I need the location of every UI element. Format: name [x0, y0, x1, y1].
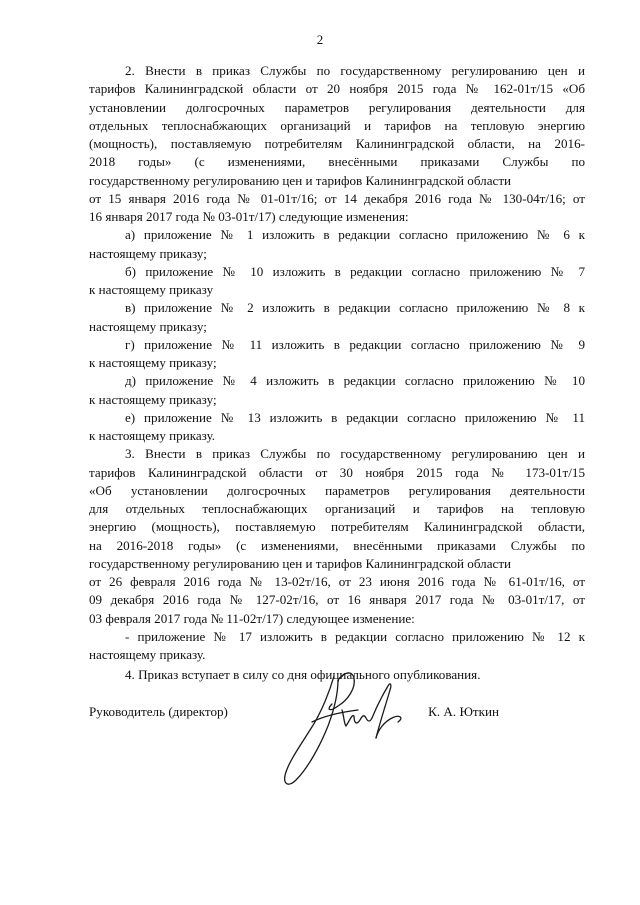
text-line: установлении долгосрочных параметров регулирования деятельности для	[89, 99, 585, 115]
text-line: на 2016-2018 годы» (с изменениями, внесёнными приказами Службы по	[89, 537, 585, 553]
change-item-g	[89, 336, 585, 373]
text-line: в) приложение № 2 изложить в редакции согласно приложению № 8 к	[125, 300, 585, 316]
page-number: 2	[316, 32, 324, 47]
paragraph-2	[89, 62, 585, 226]
change-item-v	[89, 299, 585, 336]
paragraph-3	[89, 445, 585, 628]
text-line: 09 декабря 2016 года № 127-02т/16, от 16 января 2017 года № 03-01т/17, от	[89, 592, 585, 608]
text-line: - приложение № 17 изложить в редакции согласно приложению № 12 к	[125, 628, 585, 644]
text-line: д) приложение № 4 изложить в редакции согласно приложению № 10	[125, 373, 585, 389]
text-line: к настоящему приказу.	[89, 428, 216, 443]
text-line: государственному регулированию цен и тарифов Калининградской области	[89, 555, 512, 571]
text-line: тарифов Калининградской области от 20 ноября 2015 года № 162-01т/15 «Об	[89, 81, 585, 97]
text-line: б) приложение № 10 изложить в редакции согласно приложению № 7	[125, 263, 585, 279]
text-line: настоящему приказу.	[89, 647, 206, 662]
text-line: государственному регулированию цен и тарифов Калининградской области	[89, 172, 512, 188]
paragraph-3-item	[89, 628, 585, 665]
text-line: к настоящему приказу;	[89, 391, 217, 407]
signatory-position: Руководитель (директор)	[89, 704, 228, 719]
text-line: к настоящему приказу;	[89, 355, 217, 370]
change-item-a	[89, 226, 585, 263]
text-line: 4. Приказ вступает в силу со дня официального опубликования.	[125, 667, 481, 683]
handwritten-signature	[272, 660, 422, 800]
text-line: 2018 годы» (с изменениями, внесёнными приказами Службы по	[89, 154, 585, 170]
text-line: отдельных теплоснабжающих организаций и тарифов на тепловую энергию	[89, 117, 585, 133]
change-item-d	[89, 372, 585, 409]
text-line: тарифов Калининградской области от 30 ноября 2015 года № 173-01т/15	[89, 464, 585, 480]
text-line: для отдельных теплоснабжающих организаций и тарифов на тепловую	[89, 501, 585, 516]
text-line: 2. Внести в приказ Службы по государственному регулированию цен и	[125, 63, 585, 78]
text-line: а) приложение № 1 изложить в редакции согласно приложению № 6 к	[125, 227, 585, 243]
change-item-b	[89, 263, 585, 300]
text-line: настоящему приказу;	[89, 318, 207, 334]
text-line: 03 февраля 2017 года № 11-02т/17) следующее изменение:	[89, 610, 415, 626]
text-line: е) приложение № 13 изложить в редакции согласно приложению № 11	[125, 409, 585, 425]
text-line: 3. Внести в приказ Службы по государственному регулированию цен и	[125, 446, 585, 462]
document-body	[89, 62, 585, 685]
change-item-e	[89, 409, 585, 446]
signatory-name: К. А. Юткин	[428, 704, 499, 719]
text-line: (мощность), поставляемую потребителям Калининградской области, на 2016-	[89, 136, 585, 151]
text-line: г) приложение № 11 изложить в редакции согласно приложению № 9	[125, 336, 585, 352]
text-line: энергию (мощность), поставляемую потребителям Калининградской области,	[89, 519, 585, 535]
text-line: к настоящему приказу	[89, 282, 214, 297]
text-line: «Об установлении долгосрочных параметров регулирования деятельности	[89, 482, 585, 498]
text-line: настоящему приказу;	[89, 245, 207, 261]
text-line: 16 января 2017 года № 03-01т/17) следующие изменения:	[89, 209, 409, 224]
text-line: от 15 января 2016 года № 01-01т/16; от 14 декабря 2016 года № 130-04т/16; от	[89, 190, 585, 206]
text-line: от 26 февраля 2016 года № 13-02т/16, от 23 июня 2016 года № 61-01т/16, от	[89, 574, 585, 589]
